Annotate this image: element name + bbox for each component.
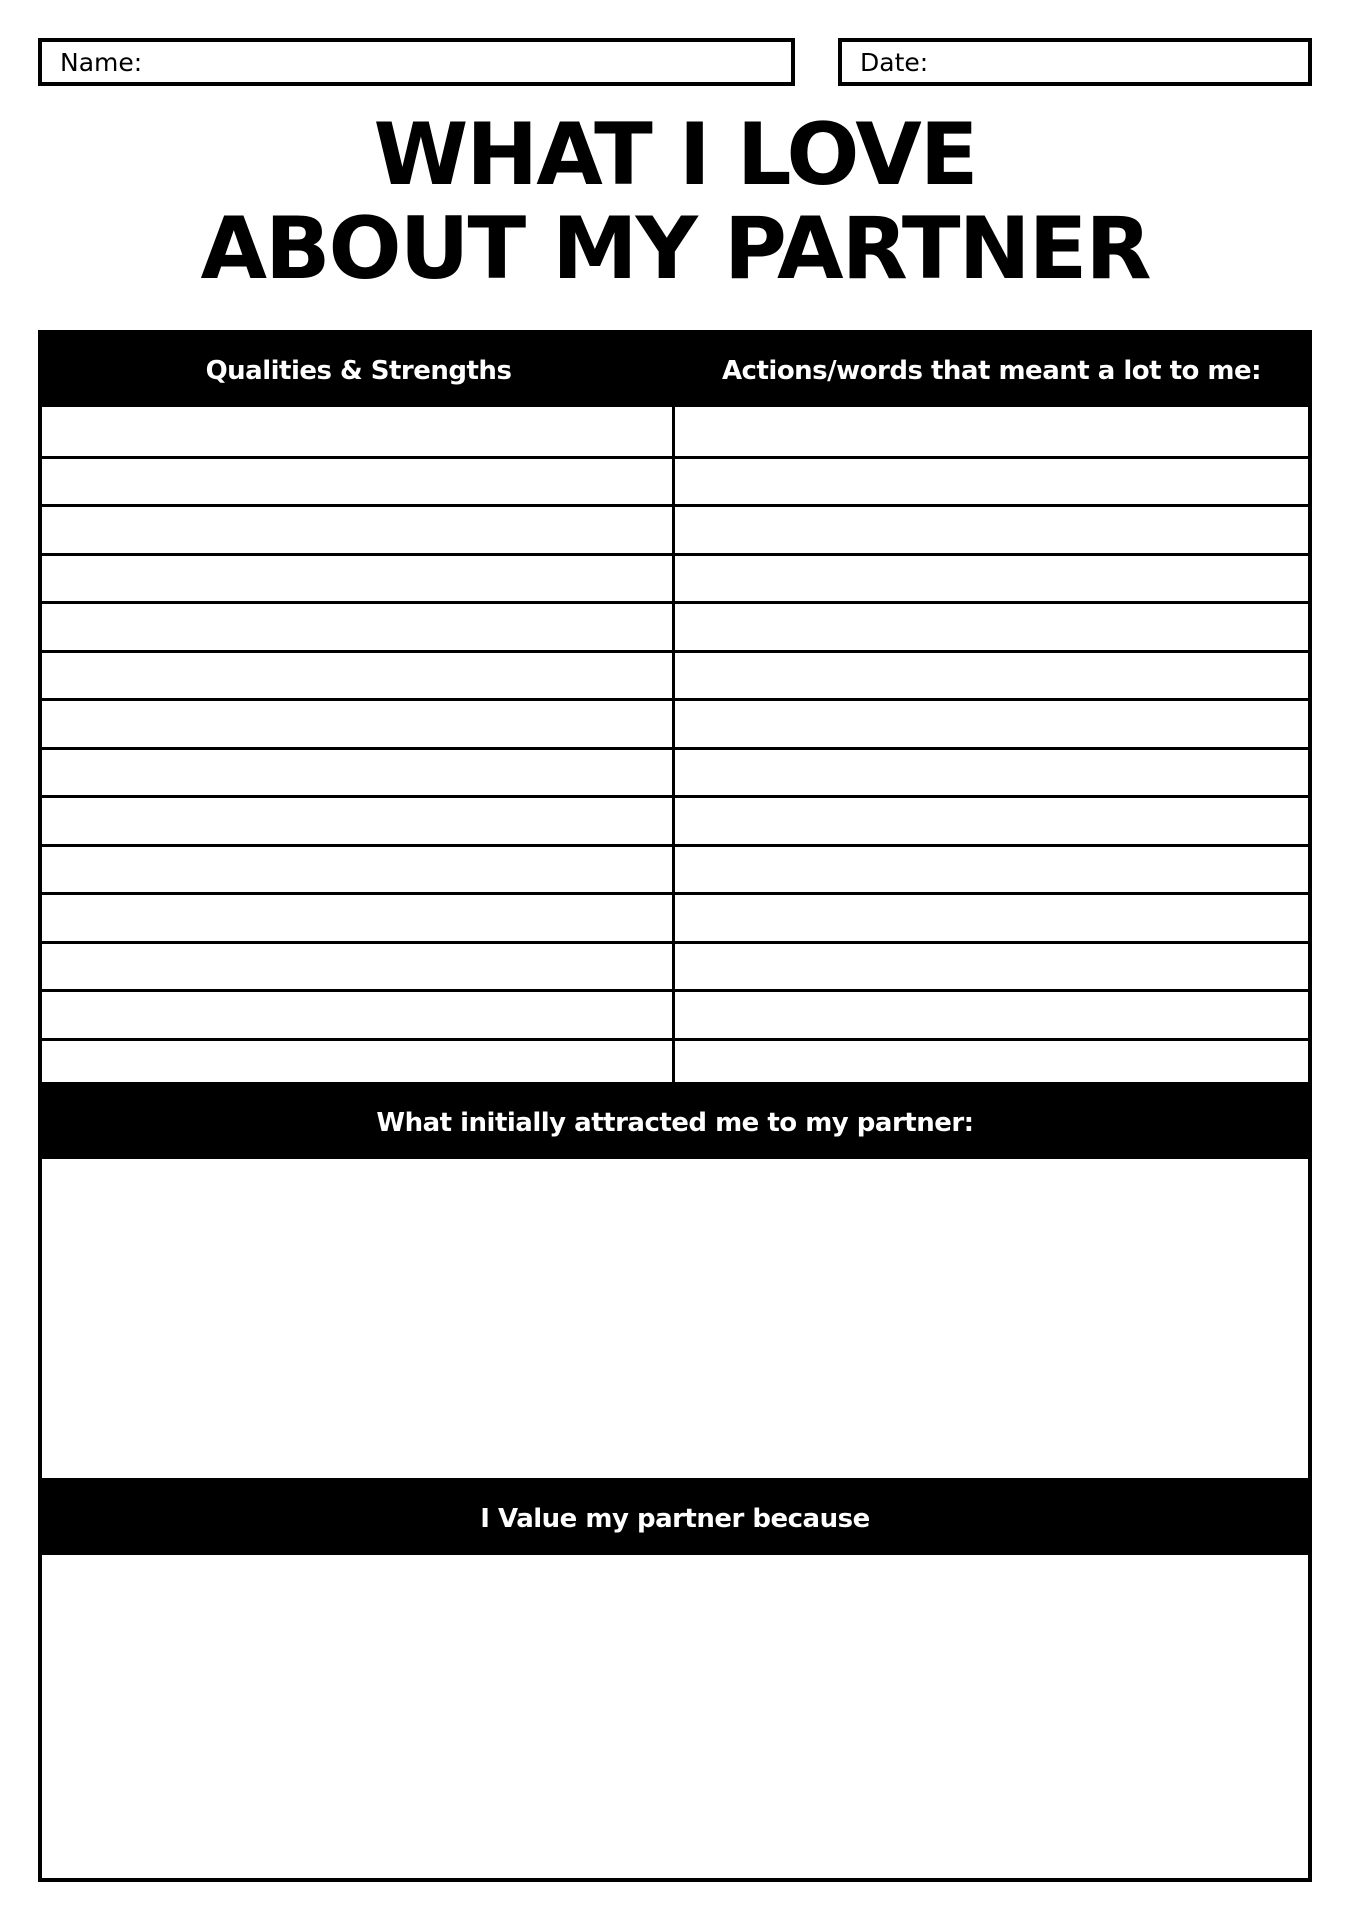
qualities-table: [38, 330, 1312, 1086]
attraction-heading: What initially attracted me to my partner:: [42, 1086, 1308, 1159]
column-header-actions: Actions/words that meant a lot to me:: [721, 355, 1262, 386]
actions-cell[interactable]: [675, 459, 1308, 505]
table-row: [42, 650, 1308, 699]
table-row: [42, 892, 1308, 941]
actions-cell[interactable]: [675, 701, 1308, 747]
actions-cell[interactable]: [675, 407, 1308, 456]
attraction-section: [38, 1086, 1312, 1482]
qualities-cell[interactable]: [42, 407, 675, 456]
name-field[interactable]: [38, 38, 795, 86]
table-body: [42, 407, 1308, 1082]
attraction-writing-area[interactable]: [42, 1159, 1308, 1478]
qualities-cell[interactable]: [42, 556, 675, 602]
qualities-cell[interactable]: [42, 701, 675, 747]
table-row: [42, 601, 1308, 650]
value-writing-area[interactable]: [42, 1555, 1308, 1878]
qualities-cell[interactable]: [42, 459, 675, 505]
qualities-cell[interactable]: [42, 895, 675, 941]
date-label: Date:: [860, 47, 929, 77]
page-title: [0, 105, 1350, 299]
actions-cell[interactable]: [675, 604, 1308, 650]
actions-cell[interactable]: [675, 992, 1308, 1038]
actions-cell[interactable]: [675, 556, 1308, 602]
table-row: [42, 747, 1308, 796]
table-row: [42, 504, 1308, 553]
qualities-cell[interactable]: [42, 847, 675, 893]
table-row: [42, 844, 1308, 893]
table-row: [42, 941, 1308, 990]
table-row: [42, 698, 1308, 747]
qualities-cell[interactable]: [42, 653, 675, 699]
table-row: [42, 407, 1308, 456]
column-header-qualities: Qualities & Strengths: [205, 355, 512, 386]
table-row: [42, 989, 1308, 1038]
actions-cell[interactable]: [675, 653, 1308, 699]
qualities-cell[interactable]: [42, 507, 675, 553]
title-line-2: ABOUT MY PARTNER: [200, 199, 1150, 299]
actions-cell[interactable]: [675, 944, 1308, 990]
qualities-cell[interactable]: [42, 798, 675, 844]
value-heading: I Value my partner because: [42, 1482, 1308, 1555]
date-field[interactable]: [838, 38, 1312, 86]
title-line-1: WHAT I LOVE: [373, 105, 977, 205]
qualities-cell[interactable]: [42, 750, 675, 796]
qualities-cell[interactable]: [42, 604, 675, 650]
table-row: [42, 456, 1308, 505]
actions-cell[interactable]: [675, 798, 1308, 844]
qualities-cell[interactable]: [42, 1041, 675, 1087]
qualities-cell[interactable]: [42, 944, 675, 990]
table-row: [42, 795, 1308, 844]
value-section: [38, 1482, 1312, 1882]
qualities-cell[interactable]: [42, 992, 675, 1038]
actions-cell[interactable]: [675, 895, 1308, 941]
actions-cell[interactable]: [675, 750, 1308, 796]
name-label: Name:: [60, 47, 143, 77]
table-row: [42, 1038, 1308, 1087]
table-header: [42, 334, 1308, 407]
actions-cell[interactable]: [675, 847, 1308, 893]
table-row: [42, 553, 1308, 602]
actions-cell[interactable]: [675, 507, 1308, 553]
actions-cell[interactable]: [675, 1041, 1308, 1087]
